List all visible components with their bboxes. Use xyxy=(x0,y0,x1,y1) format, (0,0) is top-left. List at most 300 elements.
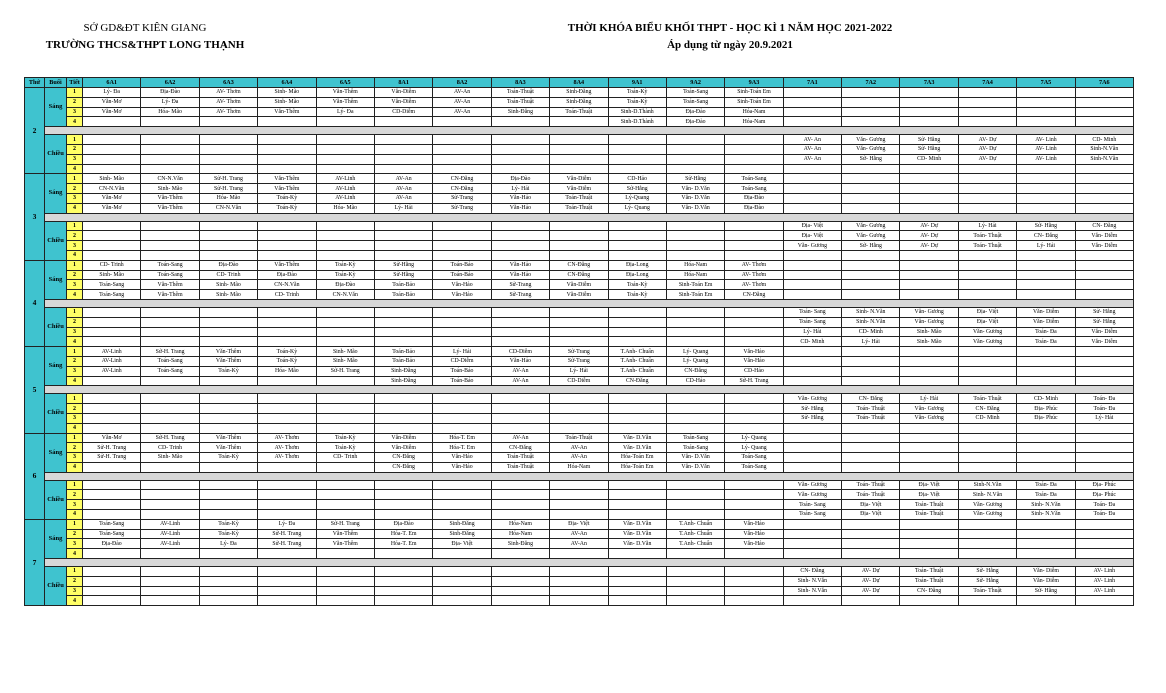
lesson-cell xyxy=(958,366,1016,376)
lesson-cell xyxy=(725,413,783,423)
lesson-cell: Địa- Việt xyxy=(842,510,900,520)
lesson-cell xyxy=(550,327,608,337)
period-row xyxy=(25,184,1134,194)
lesson-cell xyxy=(491,164,549,174)
lesson-cell xyxy=(1017,260,1075,270)
lesson-cell: CD-Hảo xyxy=(666,376,724,386)
lesson-cell xyxy=(83,510,141,520)
lesson-cell xyxy=(433,241,491,251)
lesson-cell xyxy=(958,549,1016,559)
lesson-cell xyxy=(842,270,900,280)
lesson-cell xyxy=(83,462,141,472)
lesson-cell: AV- Linh xyxy=(1017,135,1075,145)
lesson-cell: Văn-Diễm xyxy=(550,290,608,300)
lesson-cell: Sinh-D.Thành xyxy=(608,107,666,117)
lesson-cell xyxy=(374,250,432,260)
day-label: 3 xyxy=(25,174,45,260)
lesson-cell: Sinh- Mão xyxy=(258,97,316,107)
lesson-cell: Toán- Đa xyxy=(1075,404,1133,414)
lesson-cell xyxy=(141,317,199,327)
lesson-cell xyxy=(550,221,608,231)
class-header: 7A2 xyxy=(842,78,900,88)
lesson-cell xyxy=(141,549,199,559)
lesson-cell: Văn- Gương xyxy=(842,144,900,154)
lesson-cell xyxy=(433,480,491,490)
lesson-cell: AV- Thơm xyxy=(199,88,257,98)
lesson-cell xyxy=(1017,462,1075,472)
period-row xyxy=(25,480,1134,490)
lesson-cell xyxy=(199,576,257,586)
lesson-cell xyxy=(666,480,724,490)
lesson-cell xyxy=(1075,270,1133,280)
lesson-cell: Toán- Sang xyxy=(783,510,841,520)
lesson-cell: AV-An xyxy=(491,366,549,376)
lesson-cell xyxy=(842,290,900,300)
lesson-cell: Văn-Hảo xyxy=(725,539,783,549)
lesson-cell: CN-Đăng xyxy=(374,453,432,463)
lesson-cell xyxy=(958,423,1016,433)
lesson-cell: Sử-H. Trang xyxy=(316,519,374,529)
period-number: 1 xyxy=(67,135,83,145)
lesson-cell xyxy=(783,164,841,174)
lesson-cell xyxy=(958,376,1016,386)
period-row xyxy=(25,144,1134,154)
lesson-cell: Sinh- Mão xyxy=(258,88,316,98)
lesson-cell xyxy=(316,154,374,164)
lesson-cell xyxy=(374,500,432,510)
period-row xyxy=(25,203,1134,213)
period-number: 4 xyxy=(67,510,83,520)
lesson-cell xyxy=(666,144,724,154)
lesson-cell: AV- Dự xyxy=(842,567,900,577)
period-row xyxy=(25,193,1134,203)
lesson-cell: Sử-Trang xyxy=(491,280,549,290)
lesson-cell xyxy=(958,88,1016,98)
lesson-cell: Toán-Sang xyxy=(83,290,141,300)
lesson-cell xyxy=(900,366,958,376)
lesson-cell xyxy=(842,97,900,107)
lesson-cell xyxy=(900,423,958,433)
lesson-cell: AV-An xyxy=(550,529,608,539)
department-name: SỞ GD&ĐT KIÊN GIANG xyxy=(83,22,207,34)
lesson-cell: Sinh-Toán Em xyxy=(725,97,783,107)
lesson-cell: Địa-Đào xyxy=(258,270,316,280)
lesson-cell: Hóa-Nam xyxy=(550,462,608,472)
lesson-cell xyxy=(900,539,958,549)
lesson-cell xyxy=(900,549,958,559)
lesson-cell: AV- Dự xyxy=(958,144,1016,154)
lesson-cell: Sinh-Toán Em xyxy=(725,88,783,98)
lesson-cell: Toán- Đa xyxy=(1075,394,1133,404)
session-separator xyxy=(25,559,1134,567)
lesson-cell xyxy=(783,270,841,280)
period-number: 1 xyxy=(67,519,83,529)
period-row xyxy=(25,519,1134,529)
lesson-cell: Toán- Thuật xyxy=(958,231,1016,241)
lesson-cell xyxy=(842,596,900,606)
lesson-cell: Sinh- N.Văn xyxy=(1017,500,1075,510)
lesson-cell: Địa- Phúc xyxy=(1075,490,1133,500)
lesson-cell xyxy=(83,327,141,337)
lesson-cell: Toán-Sang xyxy=(666,433,724,443)
lesson-cell: Toán-Sang xyxy=(141,356,199,366)
class-header: 8A1 xyxy=(374,78,432,88)
lesson-cell: CN-N.Văn xyxy=(258,280,316,290)
lesson-cell: Toán- Đa xyxy=(1017,490,1075,500)
lesson-cell xyxy=(1075,539,1133,549)
period-number: 2 xyxy=(67,529,83,539)
session-separator xyxy=(25,127,1134,135)
lesson-cell: CD- Trinh xyxy=(316,453,374,463)
lesson-cell xyxy=(433,221,491,231)
lesson-cell: Hóa-Nam xyxy=(666,270,724,280)
lesson-cell xyxy=(433,394,491,404)
lesson-cell xyxy=(842,107,900,117)
lesson-cell xyxy=(433,500,491,510)
lesson-cell xyxy=(1075,117,1133,127)
lesson-cell: AV- Dự xyxy=(842,586,900,596)
lesson-cell: AV- Thơm xyxy=(725,280,783,290)
lesson-cell xyxy=(374,135,432,145)
period-number: 3 xyxy=(67,500,83,510)
lesson-cell: Văn-Hảo xyxy=(433,453,491,463)
lesson-cell: Địa-Đào xyxy=(83,539,141,549)
lesson-cell xyxy=(316,135,374,145)
period-number: 4 xyxy=(67,423,83,433)
lesson-cell: Văn-Hảo xyxy=(433,290,491,300)
lesson-cell xyxy=(433,567,491,577)
lesson-cell: AV-An xyxy=(433,97,491,107)
lesson-cell xyxy=(374,307,432,317)
lesson-cell: Toán-Kỳ xyxy=(316,270,374,280)
lesson-cell: Toán-Bảo xyxy=(374,356,432,366)
period-number: 4 xyxy=(67,596,83,606)
period-number: 3 xyxy=(67,366,83,376)
lesson-cell xyxy=(550,480,608,490)
lesson-cell xyxy=(141,500,199,510)
lesson-cell: Hóa-T. Em xyxy=(433,443,491,453)
lesson-cell xyxy=(958,453,1016,463)
lesson-cell xyxy=(141,164,199,174)
lesson-cell xyxy=(374,586,432,596)
lesson-cell xyxy=(141,586,199,596)
lesson-cell: Toán- Thuật xyxy=(842,404,900,414)
lesson-cell: AV- Thơm xyxy=(199,107,257,117)
lesson-cell xyxy=(725,404,783,414)
lesson-cell xyxy=(141,490,199,500)
lesson-cell xyxy=(374,549,432,559)
lesson-cell xyxy=(258,144,316,154)
lesson-cell xyxy=(258,154,316,164)
class-header: 7A3 xyxy=(900,78,958,88)
lesson-cell xyxy=(491,135,549,145)
lesson-cell: Văn-Thêm xyxy=(141,280,199,290)
period-number: 3 xyxy=(67,154,83,164)
lesson-cell: Toán-Kỳ xyxy=(199,366,257,376)
lesson-cell: Địa-Đào xyxy=(491,174,549,184)
class-header: 6A2 xyxy=(141,78,199,88)
lesson-cell xyxy=(608,135,666,145)
session-separator xyxy=(25,386,1134,394)
lesson-cell: Sử- Hằng xyxy=(1075,307,1133,317)
lesson-cell xyxy=(199,413,257,423)
lesson-cell xyxy=(491,423,549,433)
lesson-cell: CN- Đăng xyxy=(783,567,841,577)
lesson-cell xyxy=(433,164,491,174)
lesson-cell: Sử-Trang xyxy=(550,347,608,357)
lesson-cell xyxy=(199,317,257,327)
period-number: 1 xyxy=(67,433,83,443)
lesson-cell: Văn-Hảo xyxy=(725,356,783,366)
lesson-cell xyxy=(1017,203,1075,213)
lesson-cell: Văn- Gương xyxy=(958,510,1016,520)
lesson-cell xyxy=(199,404,257,414)
lesson-cell: Sử- Hằng xyxy=(783,413,841,423)
lesson-cell: AV- Thơm xyxy=(725,270,783,280)
lesson-cell xyxy=(725,307,783,317)
lesson-cell xyxy=(374,576,432,586)
period-row xyxy=(25,260,1134,270)
lesson-cell xyxy=(83,164,141,174)
lesson-cell xyxy=(842,184,900,194)
lesson-cell: Văn-Thêm xyxy=(141,193,199,203)
lesson-cell: Sinh-N.Văn xyxy=(958,480,1016,490)
lesson-cell xyxy=(258,462,316,472)
lesson-cell xyxy=(900,203,958,213)
lesson-cell xyxy=(316,480,374,490)
period-number: 1 xyxy=(67,347,83,357)
lesson-cell xyxy=(199,510,257,520)
lesson-cell: Sử- Hằng xyxy=(900,135,958,145)
lesson-cell xyxy=(608,250,666,260)
lesson-cell xyxy=(725,221,783,231)
lesson-cell: Sử-Trang xyxy=(550,356,608,366)
lesson-cell: Toán- Đa xyxy=(1075,510,1133,520)
lesson-cell xyxy=(433,154,491,164)
lesson-cell xyxy=(316,549,374,559)
period-number: 1 xyxy=(67,88,83,98)
period-row xyxy=(25,490,1134,500)
lesson-cell: Văn-Mơ xyxy=(83,107,141,117)
lesson-cell xyxy=(783,280,841,290)
lesson-cell xyxy=(666,500,724,510)
lesson-cell xyxy=(374,404,432,414)
lesson-cell: AV-An xyxy=(433,107,491,117)
separator-cell xyxy=(45,386,1134,394)
lesson-cell xyxy=(608,404,666,414)
lesson-cell xyxy=(783,97,841,107)
lesson-cell: Lý- Đa xyxy=(83,88,141,98)
lesson-cell: AV- Linh xyxy=(1017,154,1075,164)
lesson-cell xyxy=(433,250,491,260)
lesson-cell xyxy=(900,443,958,453)
lesson-cell: Văn-Mơ xyxy=(83,97,141,107)
period-number: 2 xyxy=(67,356,83,366)
lesson-cell xyxy=(491,250,549,260)
lesson-cell xyxy=(1017,250,1075,260)
period-number: 2 xyxy=(67,443,83,453)
lesson-cell xyxy=(141,231,199,241)
lesson-cell: Toán-Thuật xyxy=(550,433,608,443)
lesson-cell xyxy=(1075,203,1133,213)
lesson-cell xyxy=(1075,164,1133,174)
lesson-cell xyxy=(1017,117,1075,127)
lesson-cell: Văn- Diễm xyxy=(1075,327,1133,337)
lesson-cell: Hóa-Nam xyxy=(725,107,783,117)
lesson-cell: Địa- Việt xyxy=(842,500,900,510)
lesson-cell: Địa- Việt xyxy=(433,539,491,549)
lesson-cell xyxy=(608,586,666,596)
period-row xyxy=(25,586,1134,596)
lesson-cell xyxy=(608,241,666,251)
lesson-cell xyxy=(258,510,316,520)
lesson-cell: Sử-H. Trang xyxy=(258,529,316,539)
lesson-cell xyxy=(783,443,841,453)
lesson-cell xyxy=(608,413,666,423)
lesson-cell xyxy=(258,596,316,606)
lesson-cell: Sinh-N.Văn xyxy=(1075,154,1133,164)
class-header: 6A5 xyxy=(316,78,374,88)
lesson-cell xyxy=(374,490,432,500)
period-row xyxy=(25,107,1134,117)
lesson-cell xyxy=(608,490,666,500)
lesson-cell xyxy=(1075,97,1133,107)
lesson-cell xyxy=(958,270,1016,280)
lesson-cell xyxy=(199,480,257,490)
lesson-cell xyxy=(141,250,199,260)
lesson-cell xyxy=(1017,443,1075,453)
lesson-cell: Toán- Thuật xyxy=(900,500,958,510)
lesson-cell: Văn-Diễm xyxy=(374,433,432,443)
class-header: 8A2 xyxy=(433,78,491,88)
period-row xyxy=(25,462,1134,472)
lesson-cell: Sử-Hằng xyxy=(608,184,666,194)
lesson-cell xyxy=(958,184,1016,194)
lesson-cell: Toán-Kỳ xyxy=(199,519,257,529)
lesson-cell: Văn-Hảo xyxy=(725,519,783,529)
lesson-cell: CD-Diễm xyxy=(550,376,608,386)
lesson-cell xyxy=(258,135,316,145)
lesson-cell xyxy=(842,549,900,559)
lesson-cell xyxy=(783,549,841,559)
session-label: Chiều xyxy=(45,480,67,519)
lesson-cell: Địa- Phúc xyxy=(1017,404,1075,414)
lesson-cell xyxy=(958,260,1016,270)
lesson-cell: T.Anh- Chuẩn xyxy=(608,366,666,376)
lesson-cell: AV- Linh xyxy=(1075,576,1133,586)
lesson-cell xyxy=(491,231,549,241)
lesson-cell: Sinh-Đăng xyxy=(550,88,608,98)
period-number: 2 xyxy=(67,144,83,154)
lesson-cell xyxy=(725,337,783,347)
lesson-cell xyxy=(725,394,783,404)
lesson-cell xyxy=(725,241,783,251)
lesson-cell xyxy=(608,337,666,347)
period-row xyxy=(25,510,1134,520)
lesson-cell xyxy=(1017,164,1075,174)
lesson-cell xyxy=(900,97,958,107)
lesson-cell: CN-Đăng xyxy=(550,260,608,270)
lesson-cell: CD- Minh xyxy=(783,337,841,347)
lesson-cell: Toán-Bảo xyxy=(374,290,432,300)
lesson-cell: Sinh- Mão xyxy=(199,280,257,290)
lesson-cell: CD- Minh xyxy=(958,413,1016,423)
lesson-cell: Văn- D.Văn xyxy=(608,519,666,529)
period-row xyxy=(25,404,1134,414)
lesson-cell: Toán-Bảo xyxy=(433,376,491,386)
lesson-cell xyxy=(199,394,257,404)
lesson-cell: Toán- Thuật xyxy=(900,510,958,520)
lesson-cell xyxy=(258,480,316,490)
lesson-cell: Văn-Diễm xyxy=(550,184,608,194)
lesson-cell: CN- Đăng xyxy=(1075,221,1133,231)
lesson-cell xyxy=(199,241,257,251)
lesson-cell: Toán-Sang xyxy=(725,453,783,463)
lesson-cell xyxy=(958,280,1016,290)
period-number: 2 xyxy=(67,97,83,107)
lesson-cell xyxy=(1017,366,1075,376)
lesson-cell: AV- Dự xyxy=(900,231,958,241)
lesson-cell xyxy=(433,404,491,414)
lesson-cell: AV-An xyxy=(374,174,432,184)
lesson-cell: T.Anh- Chuẩn xyxy=(608,356,666,366)
lesson-cell: AV- Dự xyxy=(958,154,1016,164)
period-number: 2 xyxy=(67,231,83,241)
lesson-cell: Hóa-T. Em xyxy=(374,539,432,549)
class-header: 6A3 xyxy=(199,78,257,88)
lesson-cell xyxy=(1017,107,1075,117)
lesson-cell xyxy=(725,164,783,174)
lesson-cell: Sinh-Đăng xyxy=(550,97,608,107)
lesson-cell xyxy=(608,549,666,559)
lesson-cell xyxy=(666,576,724,586)
lesson-cell: Văn- Gương xyxy=(842,135,900,145)
lesson-cell xyxy=(83,307,141,317)
lesson-cell: Lý- Hải xyxy=(1075,413,1133,423)
lesson-cell: Văn- Gương xyxy=(900,307,958,317)
lesson-cell: Văn-Hảo xyxy=(433,462,491,472)
lesson-cell xyxy=(900,107,958,117)
period-row xyxy=(25,376,1134,386)
separator-cell xyxy=(45,559,1134,567)
lesson-cell: CN-Đăng xyxy=(608,376,666,386)
lesson-cell xyxy=(1017,290,1075,300)
lesson-cell: AV-Linh xyxy=(316,193,374,203)
class-header: 8A4 xyxy=(550,78,608,88)
period-row xyxy=(25,453,1134,463)
lesson-cell: Văn-Hảo xyxy=(491,270,549,280)
lesson-cell xyxy=(783,290,841,300)
lesson-cell xyxy=(958,97,1016,107)
lesson-cell: Địa-Đào xyxy=(666,107,724,117)
lesson-cell: Văn- Gương xyxy=(900,413,958,423)
lesson-cell xyxy=(1075,184,1133,194)
lesson-cell xyxy=(725,490,783,500)
lesson-cell: Hóa-Nam xyxy=(666,260,724,270)
lesson-cell: Toán-Sang xyxy=(666,97,724,107)
lesson-cell xyxy=(1075,107,1133,117)
lesson-cell xyxy=(141,404,199,414)
lesson-cell: Địa-Đào xyxy=(316,280,374,290)
lesson-cell xyxy=(666,241,724,251)
lesson-cell xyxy=(783,529,841,539)
lesson-cell xyxy=(666,413,724,423)
lesson-cell xyxy=(900,453,958,463)
lesson-cell xyxy=(83,376,141,386)
header-row xyxy=(25,78,1134,88)
lesson-cell xyxy=(316,500,374,510)
lesson-cell xyxy=(842,88,900,98)
